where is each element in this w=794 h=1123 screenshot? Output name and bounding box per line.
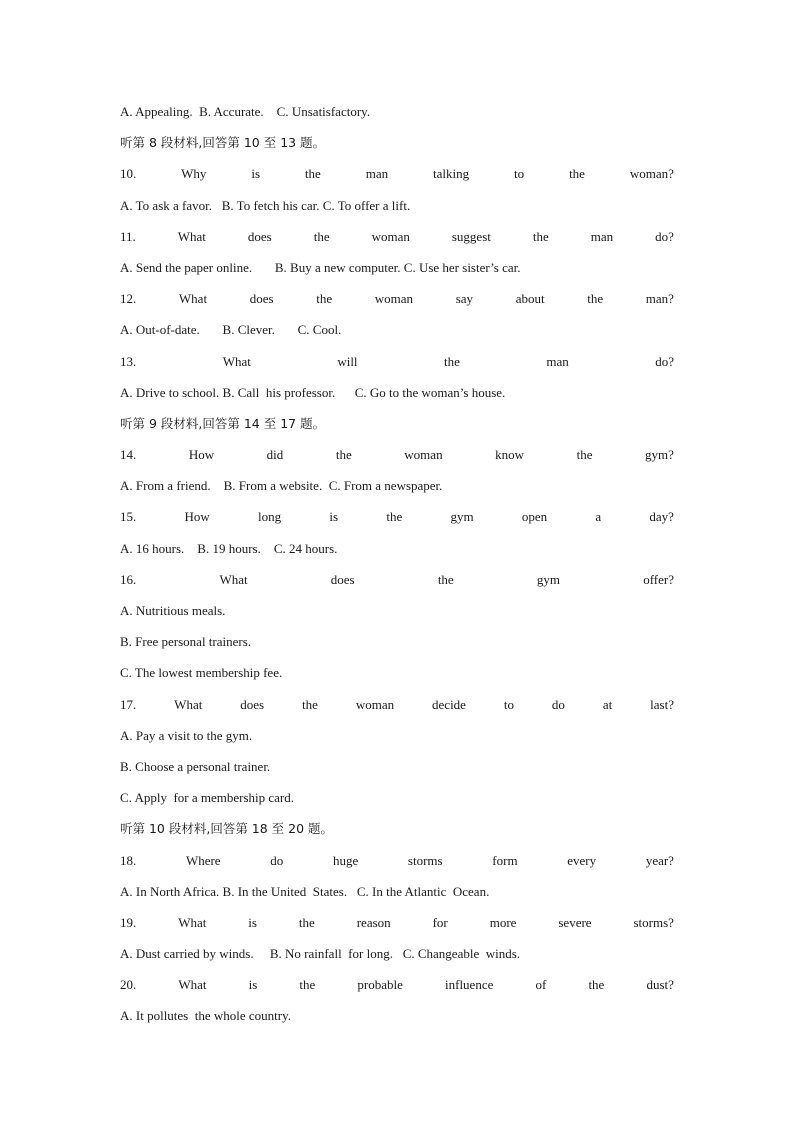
question-word: open	[521, 509, 548, 525]
question-word: man	[590, 228, 614, 244]
question-word: is	[251, 166, 261, 182]
question-word: probable	[357, 977, 403, 993]
section-heading: 听第 10 段材料,回答第 18 至 20 题。	[120, 821, 334, 837]
question-word: the	[532, 228, 549, 244]
question-word: How	[184, 509, 210, 525]
question-word: suggest	[451, 228, 491, 244]
question-word: What	[178, 914, 207, 930]
question-word: What	[178, 977, 207, 993]
question-number: 18.	[120, 852, 137, 868]
question-word: woman?	[629, 166, 674, 182]
question-line	[120, 225, 674, 256]
answer-options: A. Appealing. B. Accurate. C. Unsatisfactory.	[120, 104, 371, 119]
question-number: 19.	[120, 914, 137, 930]
answer-options: A. From a friend. B. From a website. C. From a newspaper.	[120, 478, 443, 494]
question-word: will	[337, 353, 358, 369]
section-heading: 听第 9 段材料,回答第 14 至 17 题。	[120, 415, 326, 431]
question-word: long	[258, 509, 282, 525]
question-word: the	[299, 977, 316, 993]
document-page	[120, 100, 674, 1036]
question-word: storms?	[633, 914, 674, 930]
question-word: gym	[536, 571, 561, 587]
question-line	[120, 443, 674, 474]
question-word: do?	[655, 228, 674, 244]
question-line	[120, 505, 674, 536]
question-line	[120, 350, 674, 381]
question-word: man?	[645, 291, 674, 307]
question-number: 12.	[120, 291, 137, 307]
answer-options: A. Send the paper online. B. Buy a new computer. C. Use her sister’s car.	[120, 259, 521, 275]
answer-options: A. In North Africa. B. In the United States. C. In the Atlantic Ocean.	[120, 883, 490, 899]
question-word: day?	[649, 509, 674, 525]
question-word: is	[329, 509, 339, 525]
question-word: say	[455, 291, 474, 307]
question-word: the	[386, 509, 403, 525]
question-word: at	[602, 696, 613, 712]
answer-options: B. Free personal trainers.	[120, 634, 252, 650]
question-number: 13.	[120, 353, 137, 369]
question-number: 11.	[120, 228, 136, 244]
question-word: the	[335, 447, 352, 463]
question-word: What	[222, 353, 251, 369]
question-word: decide	[432, 696, 466, 712]
question-word: Where	[185, 852, 221, 868]
question-line	[120, 849, 674, 880]
question-word: woman	[371, 228, 410, 244]
question-word: gym?	[645, 447, 674, 463]
question-word: to	[514, 166, 525, 182]
question-word: How	[188, 447, 215, 463]
question-word: the	[444, 353, 460, 369]
answer-options: A. Dust carried by winds. B. No rainfall for long. C. Changeable winds.	[120, 946, 521, 962]
question-word: offer?	[643, 571, 674, 587]
question-word: does	[249, 291, 274, 307]
question-line	[120, 287, 674, 318]
question-word: more	[489, 914, 517, 930]
question-line	[120, 693, 674, 724]
question-word: last?	[650, 696, 674, 712]
answer-options: B. Choose a personal trainer.	[120, 758, 271, 774]
question-word: know	[495, 447, 525, 463]
question-word: do	[551, 696, 565, 712]
answer-options: C. The lowest membership fee.	[120, 665, 283, 681]
question-word: dust?	[646, 977, 674, 993]
question-word: huge	[332, 852, 359, 868]
question-word: the	[587, 291, 604, 307]
question-word: man	[546, 353, 569, 369]
answer-options: A. Pay a visit to the gym.	[120, 727, 253, 743]
question-word: does	[330, 571, 355, 587]
question-word: What	[178, 291, 208, 307]
question-line	[120, 911, 674, 942]
question-word: every	[567, 852, 597, 868]
question-line	[120, 162, 674, 193]
answer-options: A. To ask a favor. B. To fetch his car. C. To offer a lift.	[120, 197, 411, 213]
question-number: 15.	[120, 509, 137, 525]
question-word: talking	[433, 166, 470, 182]
question-word: form	[492, 852, 518, 868]
question-word: the	[316, 291, 333, 307]
question-word: What	[219, 571, 248, 587]
answer-options: A. Out-of-date. B. Clever. C. Cool.	[120, 322, 342, 338]
question-word: is	[248, 914, 257, 930]
question-line	[120, 568, 674, 599]
question-number: 16.	[120, 571, 137, 587]
question-word: do	[270, 852, 284, 868]
question-word: the	[302, 696, 318, 712]
question-word: about	[515, 291, 545, 307]
question-word: year?	[645, 852, 674, 868]
question-word: to	[503, 696, 514, 712]
question-word: a	[595, 509, 602, 525]
question-word: do?	[655, 353, 674, 369]
question-word: the	[576, 447, 593, 463]
question-word: for	[432, 914, 448, 930]
question-word: is	[248, 977, 258, 993]
question-word: the	[569, 166, 585, 182]
question-word: does	[247, 228, 272, 244]
question-word: woman	[404, 447, 443, 463]
question-word: the	[304, 166, 321, 182]
question-word: What	[177, 228, 206, 244]
answer-options: A. Drive to school. B. Call his professor. C. Go to the woman’s house.	[120, 384, 506, 400]
question-word: did	[266, 447, 284, 463]
question-word: Why	[181, 166, 207, 182]
question-word: the	[313, 228, 330, 244]
question-word: does	[240, 696, 265, 712]
question-word: of	[535, 977, 547, 993]
section-heading: 听第 8 段材料,回答第 10 至 13 题。	[120, 135, 326, 151]
question-word: influence	[445, 977, 494, 993]
question-word: woman	[355, 696, 395, 712]
answer-options: C. Apply for a membership card.	[120, 790, 295, 806]
question-number: 10.	[120, 166, 137, 182]
question-word: reason	[356, 914, 391, 930]
question-word: woman	[374, 291, 414, 307]
question-word: the	[588, 977, 605, 993]
question-number: 14.	[120, 447, 137, 463]
question-number: 17.	[120, 696, 137, 712]
question-word: man	[365, 166, 389, 182]
answer-options: A. It pollutes the whole country.	[120, 1008, 292, 1024]
question-word: the	[437, 571, 454, 587]
question-word: gym	[450, 509, 474, 525]
answer-options: A. 16 hours. B. 19 hours. C. 24 hours.	[120, 540, 338, 556]
question-word: What	[174, 696, 203, 712]
question-word: severe	[558, 914, 592, 930]
question-word: storms	[407, 852, 443, 868]
question-number: 20.	[120, 977, 137, 993]
answer-options: A. Nutritious meals.	[120, 603, 226, 618]
question-line	[120, 973, 674, 1004]
question-word: the	[298, 914, 315, 930]
